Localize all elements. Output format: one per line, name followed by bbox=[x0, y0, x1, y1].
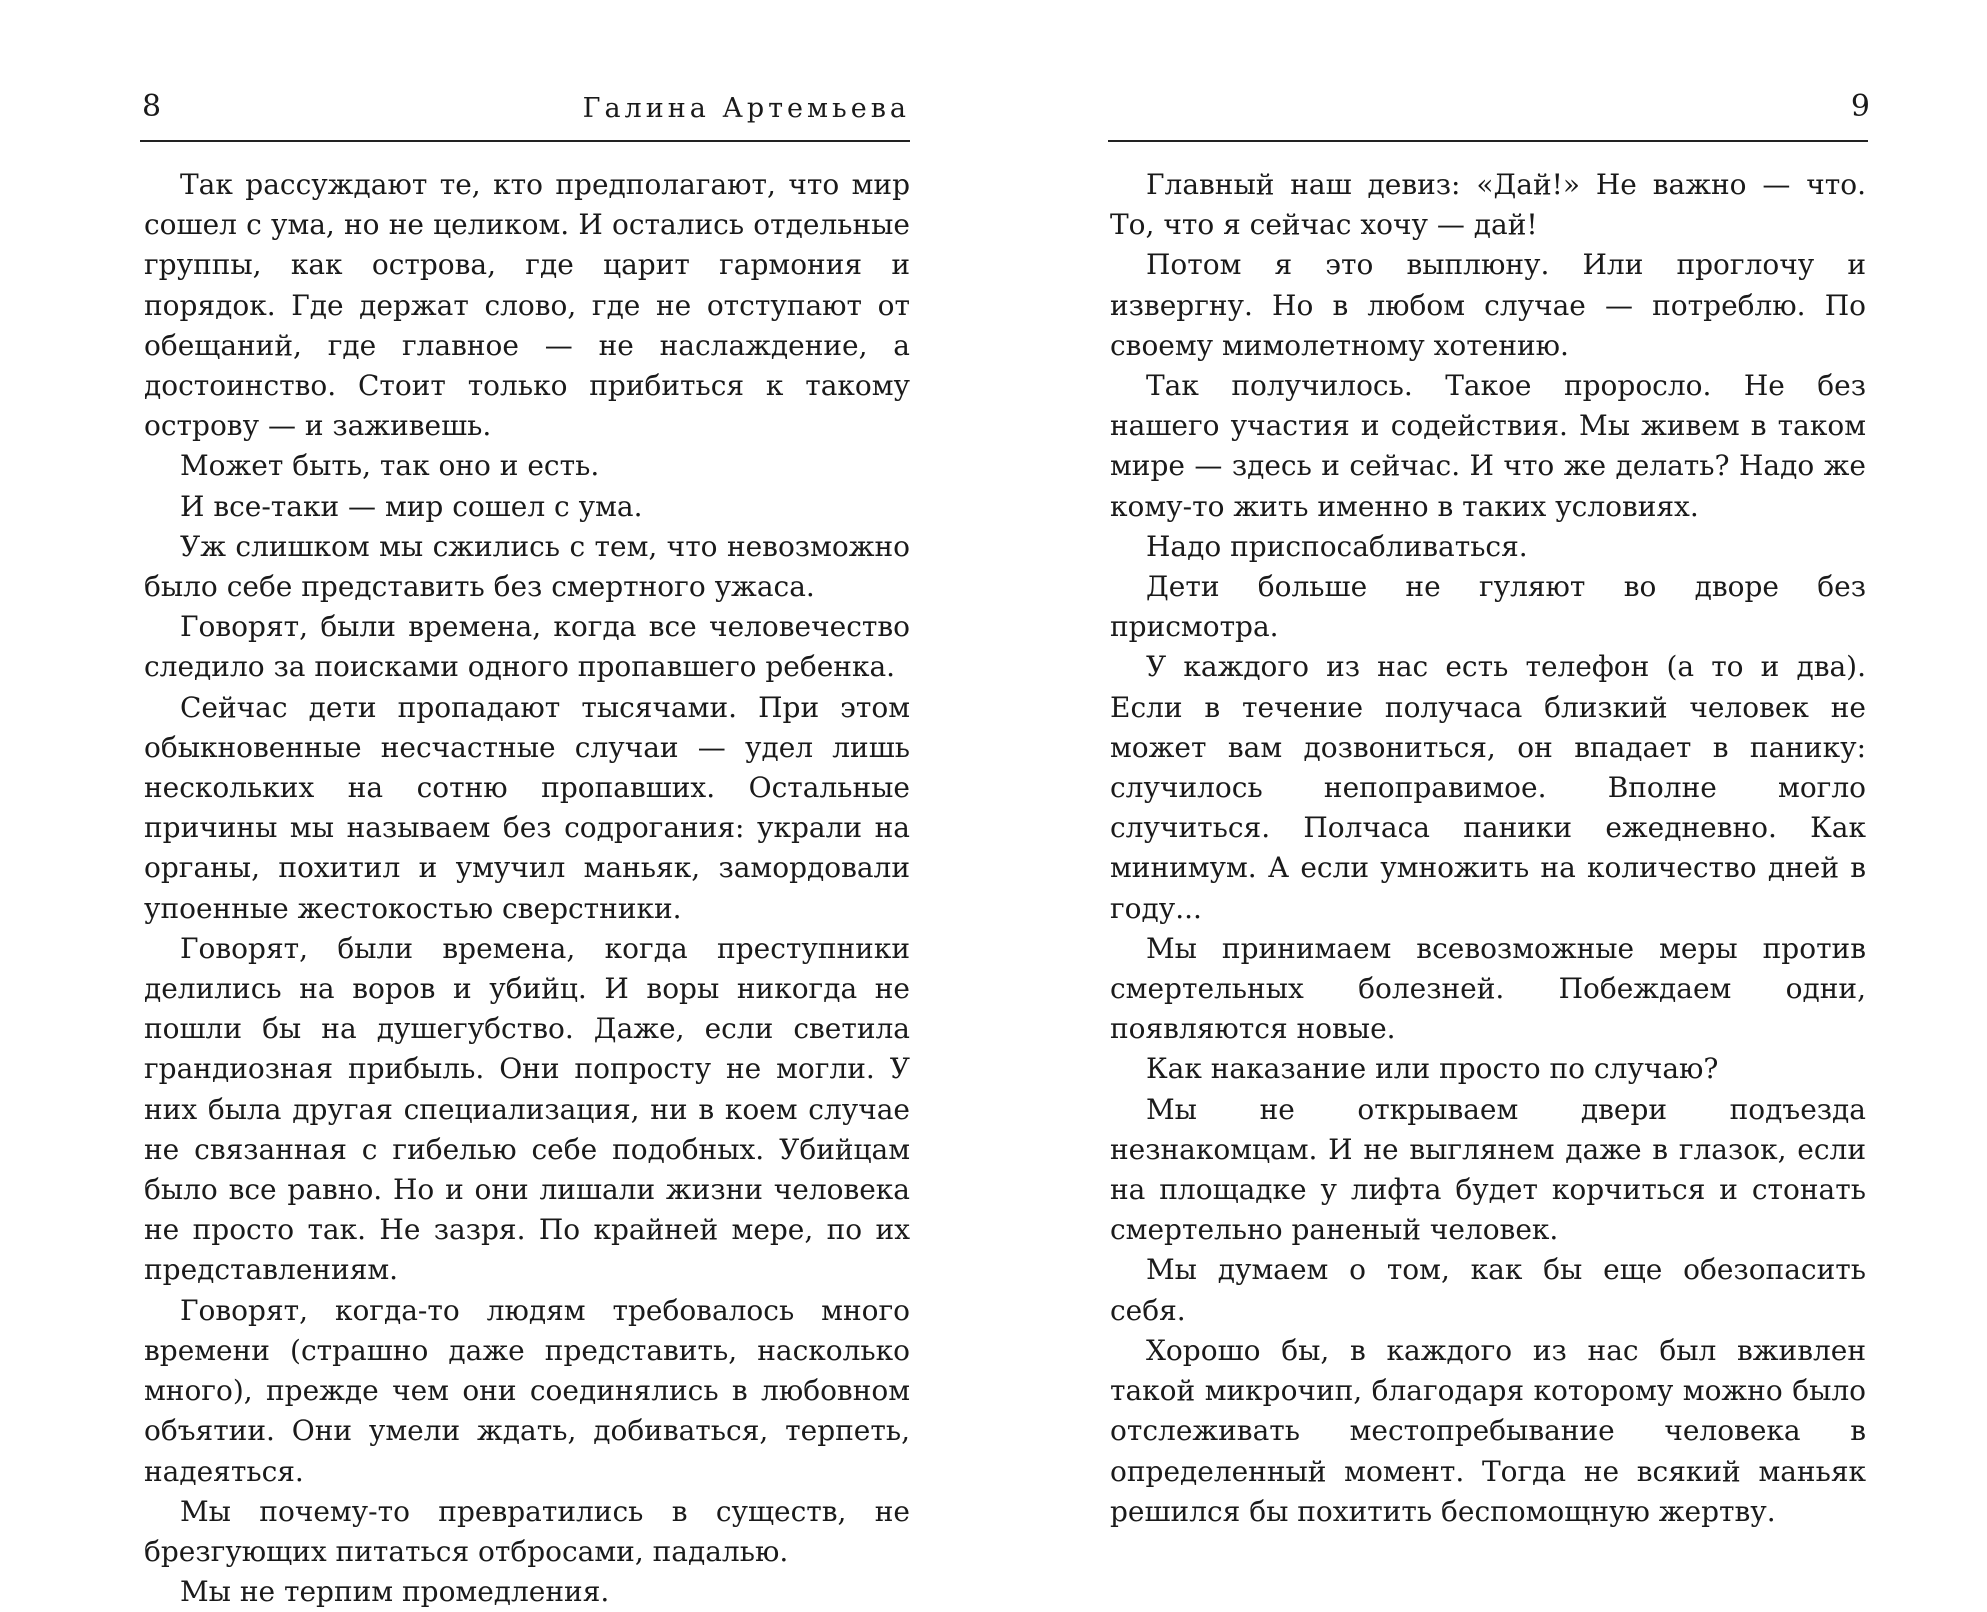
body-text bbox=[144, 165, 910, 1612]
right-page bbox=[994, 0, 1987, 1564]
paragraph: Говорят, были времена, когда все человечество следило за поисками одного пропавшего ребенка. bbox=[144, 610, 910, 684]
paragraph: Как наказание или просто по случаю? bbox=[1146, 1052, 1719, 1086]
left-page bbox=[0, 0, 993, 1609]
paragraph: Мы не открываем двери подъезда незнакомцам. И не выглянем даже в глазок, если на площадке у лифта будет корчиться и стонать смертельно раненый человек. bbox=[1110, 1092, 1866, 1247]
paragraph: Мы думаем о том, как бы еще обезопасить себя. bbox=[1110, 1253, 1866, 1327]
paragraph: Мы не терпим промедления. bbox=[180, 1575, 610, 1609]
paragraph: И все-таки — мир сошел с ума. bbox=[180, 489, 643, 523]
paragraph: Потом я это выплюну. Или проглочу и извергну. Но в любом случае — потреблю. По своему мимолетному хотению. bbox=[1110, 248, 1866, 362]
paragraph: Говорят, были времена, когда преступники делились на воров и убийц. И воры никогда не пошли бы на душегубство. Даже, если светила грандиозная прибыль. Они попросту не могли. У них была другая специализация, ни в коем случае не связанная с гибелью себе подобных. Убийцам было все равно. Но и они лишали жизни человека не просто так. Не зазря. По крайней мере, по их представлениям. bbox=[144, 931, 910, 1287]
header-rule bbox=[140, 140, 910, 142]
paragraph: Мы принимаем всевозможные меры против смертельных болезней. Побеждаем одни, появляются новые. bbox=[1110, 931, 1866, 1046]
paragraph: Дети больше не гуляют во дворе без присмотра. bbox=[1110, 570, 1866, 644]
body-text bbox=[1110, 165, 1866, 1532]
paragraph: Сейчас дети пропадают тысячами. При этом обыкновенные несчастные случаи — удел лишь нескольких на сотню пропавших. Остальные причины мы называем без содрогания: украли на органы, похитил и умучил маньяк, замордовали упоенные жестокостью сверстники. bbox=[144, 690, 910, 925]
page-number: 9 bbox=[1850, 89, 1870, 124]
paragraph: Так получилось. Такое проросло. Не без нашего участия и содействия. Мы живем в таком мире — здесь и сейчас. И что же делать? Надо же кому-то жить именно в таких условиях. bbox=[1110, 369, 1866, 523]
paragraph: Может быть, так оно и есть. bbox=[180, 449, 600, 483]
header-rule bbox=[1108, 140, 1868, 142]
paragraph: Так рассуждают те, кто предполагают, что мир сошел с ума, но не целиком. И остались отдельные группы, как острова, где царит гармония и порядок. Где держат слово, где не отступают от обещаний, где главное — не наслаждение, а достоинство. Стоит только прибиться к такому острову — и заживешь. bbox=[144, 168, 910, 443]
paragraph: Надо приспосабливаться. bbox=[1146, 529, 1528, 563]
running-head-author: Галина Артемьева bbox=[582, 93, 910, 124]
paragraph: Говорят, когда-то людям требовалось много времени (страшно даже представить, насколько много), прежде чем они соединялись в любовном объятии. Они умели ждать, добиваться, терпеть, надеяться. bbox=[144, 1293, 910, 1488]
paragraph: Главный наш девиз: «Дай!» Не важно — что. То, что я сейчас хочу — дай! bbox=[1110, 168, 1866, 242]
page-number: 8 bbox=[142, 89, 162, 124]
paragraph: Хорошо бы, в каждого из нас был вживлен такой микрочип, благодаря которому можно было отслеживать местопребывание человека в определенный момент. Тогда не всякий маньяк решился бы похитить беспомощную жертву. bbox=[1110, 1333, 1866, 1528]
paragraph: Мы почему-то превратились в существ, не брезгующих питаться отбросами, падалью. bbox=[144, 1494, 910, 1568]
paragraph: Уж слишком мы сжились с тем, что невозможно было себе представить без смертного ужаса. bbox=[144, 529, 910, 604]
paragraph: У каждого из нас есть телефон (а то и два). Если в течение получаса близкий человек не может вам дозвониться, он впадает в панику: случилось непоправимое. Вполне могло случиться. Полчаса паники ежедневно. Как минимум. А если умножить на количество дней в году... bbox=[1110, 650, 1866, 925]
